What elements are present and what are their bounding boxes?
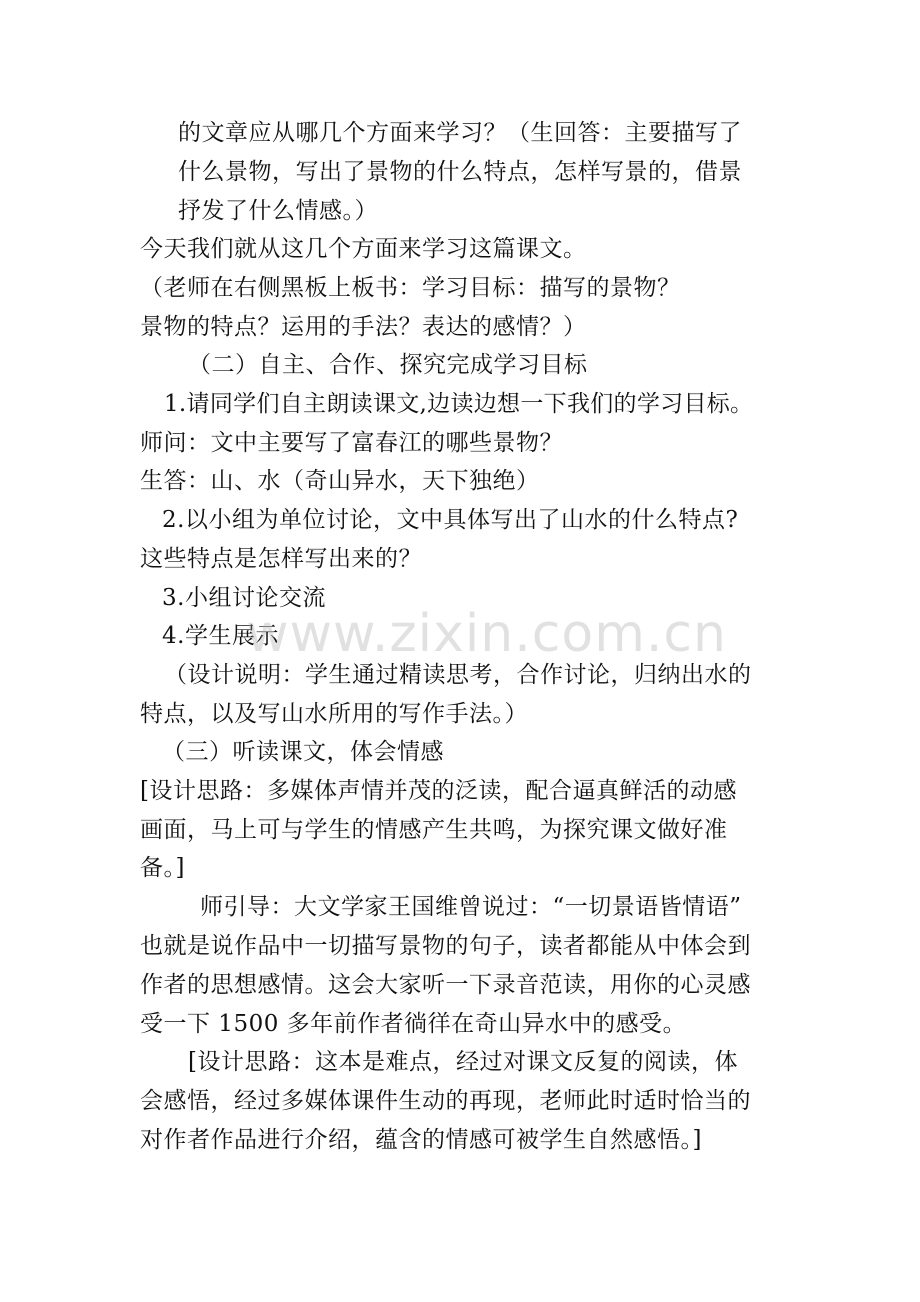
text-line: （设计说明：学生通过精读思考，合作讨论，归纳出水的 bbox=[164, 662, 752, 688]
text-line: 这些特点是怎样写出来的？ bbox=[140, 546, 422, 572]
text-line: 生答：山、水（奇山异水，天下独绝） bbox=[140, 468, 540, 494]
text-line: 2.以小组为单位讨论，文中具体写出了山水的什么特点? bbox=[162, 507, 739, 533]
text-line: （老师在右侧黑板上板书：学习目标：描写的景物？ bbox=[140, 275, 681, 301]
text-line: 景物的特点？运用的手法？表达的感情？） bbox=[140, 314, 587, 340]
text-line: 师引导：大文学家王国维曾说过：“一切景语皆情语” bbox=[200, 894, 742, 920]
text-line: 备。] bbox=[140, 855, 185, 881]
text-line: 对作者作品进行介绍，蕴含的情感可被学生自然感悟。] bbox=[140, 1127, 702, 1153]
text-line: 今天我们就从这几个方面来学习这篇课文。 bbox=[140, 236, 587, 262]
text-line: [设计思路：多媒体声情并茂的泛读，配合逼真鲜活的动感 bbox=[140, 778, 737, 804]
text-line: 师问：文中主要写了富春江的哪些景物？ bbox=[140, 430, 563, 456]
text-line: 的文章应从哪几个方面来学习？（生回答：主要描写了 bbox=[178, 120, 742, 146]
section-heading: （三）听读课文，体会情感 bbox=[162, 739, 444, 765]
text-line: 也就是说作品中一切描写景物的句子，读者都能从中体会到 bbox=[140, 933, 751, 959]
text-line: 1.请同学们自主朗读课文,边读边想一下我们的学习目标。 bbox=[164, 391, 754, 417]
text-line: 抒发了什么情感。） bbox=[178, 198, 378, 224]
text-line: 3.小组讨论交流 bbox=[162, 585, 326, 611]
section-heading: （二）自主、合作、探究完成学习目标 bbox=[188, 352, 588, 378]
text-line: 会感悟，经过多媒体课件生动的再现，老师此时适时恰当的 bbox=[140, 1088, 751, 1114]
text-line: 4.学生展示 bbox=[162, 623, 279, 649]
text-line: 画面，马上可与学生的情感产生共鸣，为探究课文做好准 bbox=[140, 817, 728, 843]
text-line: 什么景物，写出了景物的什么特点，怎样写景的，借景 bbox=[178, 159, 742, 185]
watermark: www.zixin.com.cn bbox=[246, 604, 727, 664]
text-line: 作者的思想感情。这会大家听一下录音范读，用你的心灵感 bbox=[140, 972, 751, 998]
text-line: 受一下 1500 多年前作者徜徉在奇山异水中的感受。 bbox=[140, 1011, 687, 1037]
text-line: 特点，以及写山水所用的写作手法。） bbox=[140, 701, 528, 727]
text-line: [设计思路：这本是难点，经过对课文反复的阅读，体 bbox=[188, 1049, 738, 1075]
